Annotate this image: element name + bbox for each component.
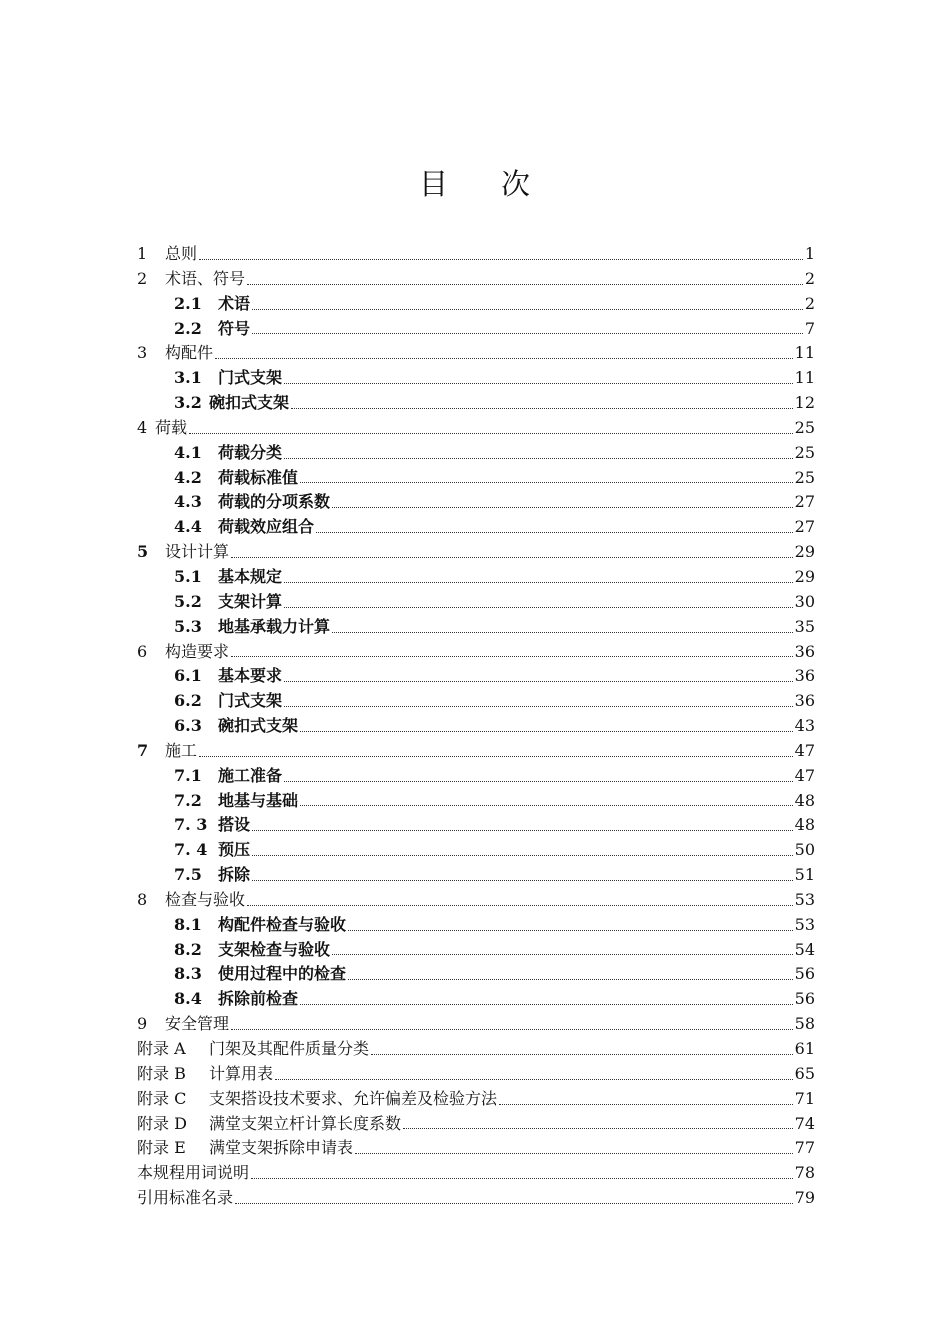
toc-entry-page: 7 [804,318,815,338]
toc-entry-label: 支架搭设技术要求、允许偏差及检验方法 [209,1088,498,1108]
toc-entry-number: 附录 B [137,1063,186,1083]
toc-entry-page: 71 [794,1088,815,1108]
toc-entry-page: 2 [804,293,815,313]
toc-entry-label: 碗扣式支架 [209,393,290,413]
toc-dot-leader [332,930,793,955]
toc-entry-label: 检查与验收 [165,889,246,909]
toc-entry-number: 7.2 [174,790,202,810]
toc-dot-leader [300,707,793,732]
title-char-right: 次 [501,167,532,201]
toc-dot-leader [215,334,793,359]
toc-entry-page: 36 [794,641,815,661]
toc-entry-page: 43 [794,716,815,736]
toc-entry-label: 搭设 [218,815,251,835]
toc-entry-label: 荷载的分项系数 [218,492,331,512]
toc-entry-page: 11 [794,343,815,363]
toc-entry-label: 地基与基础 [218,790,299,810]
toc-dot-leader [252,856,793,881]
toc-entry-number: 7. 4 [174,840,208,860]
toc-dot-leader [252,806,793,831]
toc-dot-leader [231,632,793,657]
toc-entry-page: 27 [794,492,815,512]
toc-entry-label: 本规程用词说明 [137,1163,250,1183]
toc-dot-leader [284,682,793,707]
toc-entry-number: 6.1 [174,666,202,686]
toc-entry-number: 8.4 [174,989,202,1009]
toc-entry-number: 5 [137,542,149,562]
toc-entry-page: 47 [794,765,815,785]
toc-dot-leader [300,781,793,806]
toc-dot-leader [291,384,793,409]
toc-entry-page: 29 [794,542,815,562]
toc-entry-number: 7. 3 [174,815,208,835]
toc-entry-label: 安全管理 [165,1014,230,1034]
toc-entry-page: 58 [794,1014,815,1034]
toc-dot-leader [231,1005,793,1030]
toc-entry-number: 7.5 [174,865,202,885]
toc-entry-label: 构配件 [165,343,214,363]
toc-entry-number: 4 [137,417,148,437]
toc-entry-page: 30 [794,591,815,611]
toc-entry-label: 计算用表 [209,1063,274,1083]
toc-entry-number: 附录 C [137,1088,187,1108]
toc-dot-leader [252,285,803,310]
toc-dot-leader [332,483,793,508]
toc-entry-label: 基本要求 [218,666,283,686]
toc-entry-page: 74 [794,1113,815,1133]
toc-entry-number: 2.2 [174,318,202,338]
toc-dot-leader [252,831,793,856]
toc-dot-leader [316,508,793,533]
toc-dot-leader [235,1179,793,1204]
toc-dot-leader [247,881,793,906]
toc-entry-label: 施工 [165,740,198,760]
toc-entry-number: 8.2 [174,939,202,959]
toc-entry-page: 65 [794,1063,815,1083]
toc-entry-label: 施工准备 [218,765,283,785]
toc-dot-leader [284,757,793,782]
toc-entry-label: 总则 [165,244,198,263]
toc-entry-page: 61 [794,1039,815,1058]
toc-dot-leader [403,1104,793,1129]
toc-entry-page: 54 [794,939,815,959]
toc-entry-label: 支架计算 [218,591,283,611]
toc-dot-leader [499,1080,793,1105]
toc-dot-leader [247,260,803,285]
toc-entry-page: 1 [804,244,815,263]
toc-entry-number: 8 [137,889,148,909]
toc-entry-number: 2 [137,268,148,288]
page-title [0,162,950,203]
toc-entry-number: 4.3 [174,492,202,512]
toc-entry-page: 48 [794,815,815,835]
toc-entry-label: 支架检查与验收 [218,939,331,959]
toc-dot-leader [284,558,793,583]
toc-entry-number: 4.4 [174,517,202,537]
toc-entry-label: 荷载标准值 [218,467,299,487]
toc-entry-page: 35 [794,616,815,636]
toc-entry-page: 50 [794,840,815,860]
toc-entry-number: 5.2 [174,591,202,611]
toc-entry-page: 12 [794,393,815,413]
toc-entry-label: 荷载分类 [218,442,283,462]
toc-entry-label: 拆除前检查 [218,989,299,1009]
toc-entry-label: 荷载 [155,417,188,437]
toc-entry-page: 25 [794,467,815,487]
toc-entry-number: 1 [137,244,148,263]
table-of-contents [137,242,815,1211]
toc-dot-leader [252,309,803,334]
toc-entry-label: 满堂支架拆除申请表 [209,1138,354,1158]
toc-entry-label: 基本规定 [218,566,283,586]
toc-entry-label: 构配件检查与验收 [218,914,347,934]
toc-entry-page: 25 [794,417,815,437]
toc-entry-page: 56 [794,964,815,984]
toc-dot-leader [284,657,793,682]
toc-entry-page: 2 [804,268,815,288]
toc-entry-number: 3.1 [174,368,202,388]
toc-entry-label: 构造要求 [165,641,230,661]
toc-entry[interactable] [137,1186,815,1211]
toc-entry-number: 附录 E [137,1138,186,1158]
toc-entry-label: 门式支架 [218,691,283,711]
toc-dot-leader [348,906,793,931]
toc-entry-number: 3 [137,343,148,363]
toc-entry-number: 附录 D [137,1113,187,1133]
toc-entry-label: 符号 [218,318,251,338]
toc-entry-number: 8.1 [174,914,202,934]
toc-dot-leader [300,980,793,1005]
toc-entry-page: 27 [794,517,815,537]
toc-entry-page: 25 [794,442,815,462]
toc-dot-leader [199,235,803,260]
toc-dot-leader [284,434,793,459]
toc-entry-number: 6.3 [174,716,202,736]
toc-entry-label: 地基承载力计算 [218,616,331,636]
toc-dot-leader [275,1055,793,1080]
toc-entry-label: 拆除 [218,865,251,885]
toc-entry-page: 36 [794,666,815,686]
toc-entry-label: 碗扣式支架 [218,716,299,736]
toc-entry-label: 术语 [218,293,251,313]
toc-dot-leader [332,608,793,633]
toc-entry-page: 79 [794,1188,815,1208]
toc-entry-page: 36 [794,691,815,711]
toc-dot-leader [371,1030,793,1055]
title-char-left: 目 [418,167,449,201]
toc-entry-number: 7 [137,740,149,760]
toc-entry-label: 使用过程中的检查 [218,964,347,984]
toc-entry-label: 荷载效应组合 [218,517,315,537]
toc-entry-number: 9 [137,1014,148,1034]
toc-entry-number: 8.3 [174,964,202,984]
toc-entry-number: 3.2 [174,393,202,413]
toc-entry-page: 47 [794,740,815,760]
toc-dot-leader [231,533,793,558]
toc-entry-number: 2.1 [174,293,202,313]
toc-entry-label: 术语、符号 [165,268,246,288]
toc-entry-page: 51 [794,865,815,885]
toc-entry-label: 设计计算 [165,542,230,562]
toc-entry-number: 6 [137,641,148,661]
toc-entry-number: 4.1 [174,442,202,462]
toc-entry-number: 5.1 [174,566,202,586]
toc-entry-page: 48 [794,790,815,810]
toc-dot-leader [300,458,793,483]
toc-entry-number: 4.2 [174,467,202,487]
toc-entry-page: 53 [794,914,815,934]
toc-entry-number: 5.3 [174,616,202,636]
toc-dot-leader [251,1154,793,1179]
toc-dot-leader [284,359,793,384]
toc-dot-leader [355,1129,793,1154]
toc-entry-label: 门式支架 [218,368,283,388]
toc-entry-number: 6.2 [174,691,202,711]
toc-entry-label: 引用标准名录 [137,1188,234,1208]
toc-dot-leader [348,955,793,980]
toc-entry-page: 56 [794,989,815,1009]
toc-entry-page: 78 [794,1163,815,1183]
toc-entry-page: 11 [794,368,815,388]
toc-entry-number: 7.1 [174,765,202,785]
toc-entry-label: 门架及其配件质量分类 [209,1039,370,1058]
toc-dot-leader [284,583,793,608]
toc-entry-page: 77 [794,1138,815,1158]
toc-entry-label: 预压 [218,840,251,860]
toc-dot-leader [199,732,793,757]
toc-entry-page: 53 [794,889,815,909]
toc-entry-page: 29 [794,566,815,586]
toc-dot-leader [189,409,793,434]
toc-entry-label: 满堂支架立杆计算长度系数 [209,1113,402,1133]
toc-entry-number: 附录 A [137,1039,186,1058]
